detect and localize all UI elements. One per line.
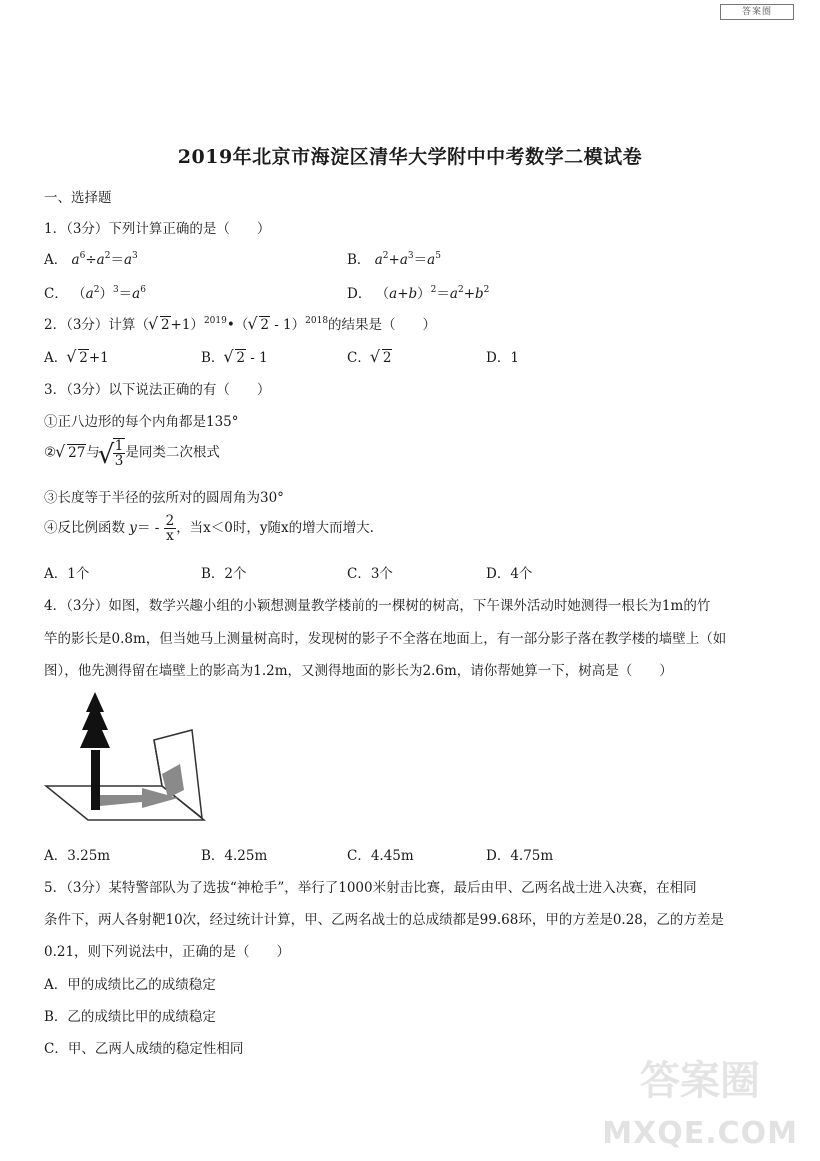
q3-statement-3: ③长度等于半径的弦所对的圆周角为30° — [44, 490, 284, 506]
page-title: 2019年北京市海淀区清华大学附中中考数学二模试卷 — [177, 146, 643, 168]
q4-line-2: 竿的影长是0.8m，但当她马上测量树高时，发现树的影子不全落在地面上，有一部分影子落在教学楼的墙壁上（如 — [44, 631, 727, 647]
sqrt-2: √ 2 — [149, 317, 171, 333]
q3-statement-2 — [44, 438, 220, 468]
q1-option-c[interactable] — [44, 282, 146, 302]
q3-statement-4 — [44, 514, 374, 543]
sqrt-2: √ 2 — [371, 350, 393, 366]
q2-stem: 2．（3分）计算（√ 2+1）$^{2019}$•（√ 2 - 1）$^{2018}$的结果是（ ） — [44, 313, 436, 333]
q2-option-a-label: A． — [44, 350, 68, 366]
q2-option-b[interactable]: B．√ 2 - 1 — [201, 346, 268, 366]
sqrt-one-third: √ $\frac{1}{3}$ — [100, 438, 126, 468]
q4-option-b[interactable]: B．4.25m — [201, 848, 268, 864]
q4-line-1: 4．（3分）如图，数学兴趣小组的小颖想测量教学楼前的一棵树的树高，下午课外活动时她测得一根长为1m的竹 — [44, 598, 711, 614]
q3-s2-mid: 与 — [86, 444, 100, 461]
sqrt-27: √ 27 — [56, 445, 86, 461]
q2-stem-suffix: 的结果是（ ） — [328, 317, 437, 333]
q1-option-c-formula: $(a^2)^3=a^6$ — [72, 285, 146, 302]
q4-line-3: 图），他先测得留在墙壁上的影高为1.2m，又测得地面的影长为2.6m，请你帮她算一下，树高是（ ） — [44, 663, 673, 679]
q3-statement-1: ①正八边形的每个内角都是135° — [44, 414, 239, 430]
q3-s4-suffix: ，当x＜0时，y随x的增大而增大. — [176, 520, 374, 536]
q1-option-d-formula: $(a+b)^2=a^2+b^2$ — [375, 285, 490, 302]
q2-option-d[interactable]: D．1 — [486, 350, 519, 366]
header-stamp: 答案圈 — [720, 4, 794, 20]
q5-option-c[interactable]: C．甲、乙两人成绩的稳定性相同 — [44, 1041, 244, 1057]
q3-option-d[interactable]: D．4个 — [486, 566, 533, 582]
q2-option-c-label: C． — [347, 350, 371, 366]
q5-option-a[interactable]: A．甲的成绩比乙的成绩稳定 — [44, 977, 216, 993]
q1-option-b-formula: $a^2+a^3=a^5$ — [374, 251, 441, 268]
q5-line-2: 条件下，两人各射靶10次，经过统计计算，甲、乙两名战士的总成绩都是99.68环，甲的方差是0.28，乙的方差是 — [44, 912, 724, 928]
q3-s4-formula: y＝ - $\frac{2}{x}$ — [129, 513, 175, 544]
q2-option-b-label: B． — [201, 350, 225, 366]
q3-option-a[interactable]: A．1个 — [44, 566, 90, 582]
tree-trunk — [91, 750, 100, 810]
q5-line-1: 5．（3分）某特警部队为了选拔“神枪手”，举行了1000米射击比赛，最后由甲、乙两名战士进入决赛，在相同 — [44, 880, 697, 896]
q3-stem: 3．（3分）以下说法正确的有（ ） — [44, 382, 271, 398]
q4-option-d[interactable]: D．4.75m — [486, 848, 554, 864]
q2-option-c[interactable] — [347, 346, 392, 366]
q4-tree-shadow-figure — [44, 690, 214, 830]
sqrt-2: √ 2 — [67, 350, 89, 366]
q1-option-b[interactable] — [347, 248, 441, 268]
q4-option-c[interactable]: C．4.45m — [347, 848, 414, 864]
tree-crown — [80, 692, 110, 748]
q4-option-a[interactable]: A．3.25m — [44, 848, 111, 864]
q1-option-d-label: D． — [347, 286, 372, 302]
q3-s2-prefix: ② — [44, 444, 57, 461]
q2-stem-prefix: 2．（3分）计算（ — [44, 317, 149, 333]
q2-option-a[interactable]: A．√ 2+1 — [44, 346, 109, 366]
q1-option-c-label: C． — [44, 286, 68, 302]
q3-option-c[interactable]: C．3个 — [347, 566, 393, 582]
q2-exponent-2: 2018 — [305, 316, 329, 326]
q1-option-d[interactable] — [347, 282, 489, 302]
watermark-logo-text: 答案圈 — [640, 1058, 760, 1104]
q1-option-b-label: B． — [347, 252, 371, 268]
sqrt-2: √ 2 — [248, 317, 270, 333]
q3-option-b[interactable]: B．2个 — [201, 566, 247, 582]
ground-shadow — [96, 788, 178, 808]
section-heading: 一、选择题 — [44, 190, 112, 206]
q1-option-a-label: A． — [44, 252, 68, 268]
watermark-url: MXQE.COM — [602, 1116, 798, 1151]
sqrt-2: √ 2 — [224, 350, 246, 366]
q5-line-3: 0.21，则下列说法中，正确的是（ ） — [44, 944, 291, 960]
q1-option-a[interactable] — [44, 248, 138, 268]
q2-exponent-1: 2019 — [203, 316, 227, 326]
q3-s2-suffix: 是同类二次根式 — [125, 444, 220, 461]
q3-s4-prefix: ④反比例函数 — [44, 520, 125, 536]
q5-option-b[interactable]: B．乙的成绩比甲的成绩稳定 — [44, 1009, 216, 1025]
q1-stem: 1．（3分）下列计算正确的是（ ） — [44, 221, 271, 237]
q1-option-a-formula: $a^6\div a^2=a^3$ — [71, 251, 138, 268]
